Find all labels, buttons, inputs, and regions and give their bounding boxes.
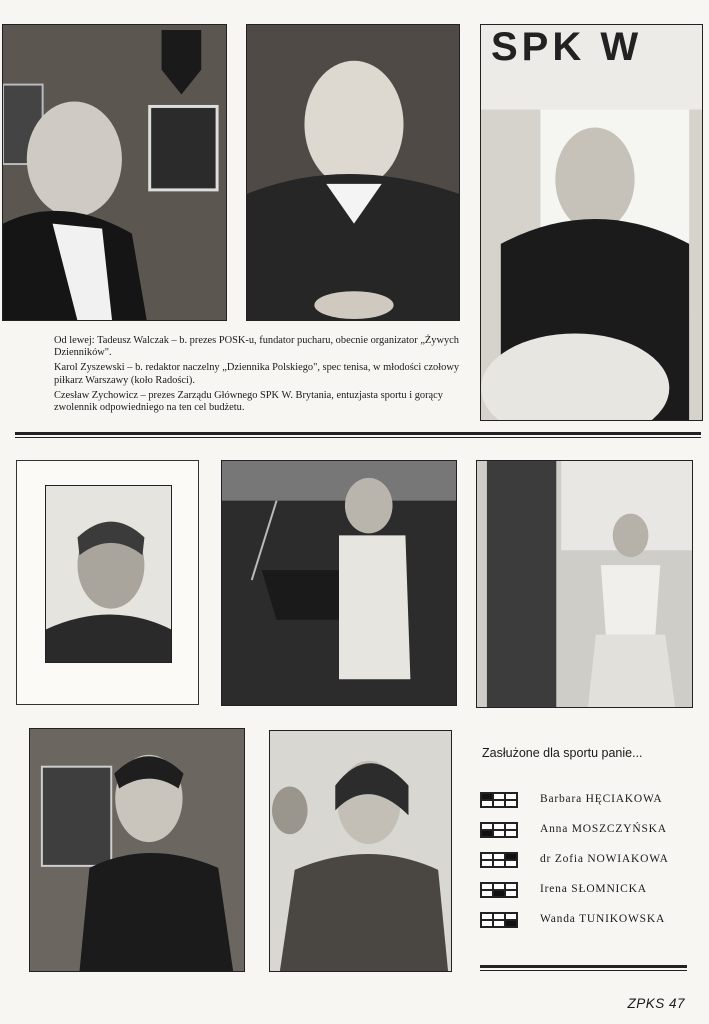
legend-name: Irena SŁOMNICKA: [540, 883, 647, 895]
legend-name: dr Zofia NOWIAKOWA: [540, 853, 669, 865]
photo-woman-portrait: [45, 485, 172, 663]
photo-woman-street: [476, 460, 693, 708]
legend-name: Anna MOSZCZYŃSKA: [540, 823, 667, 835]
page-number: ZPKS 47: [627, 996, 685, 1011]
photo-woman-patterned-blouse: [269, 730, 452, 972]
divider-rule-thin: [15, 437, 701, 438]
photo-woman-sunglasses: [29, 728, 245, 972]
caption-line-3: Czesław Zychowicz – prezes Zarządu Głównego SPK W. Brytania, entuzjasta sportu i gorący zwolennik odpowiedniego na ten cel budżetu.: [54, 389, 443, 414]
bottom-rule-thin: [480, 970, 687, 971]
photo-position-icon: [480, 882, 518, 898]
caption-line-2: Karol Zyszewski – b. redaktor naczelny „Dziennika Polskiego", spec tenisa, w młodości czołowy piłkarz Warszawy (koło Radości).: [54, 362, 460, 386]
photo-czeslaw-zychowicz: [480, 24, 703, 421]
photo-position-icon: [480, 822, 518, 838]
divider-rule-thick: [15, 432, 701, 435]
photo-position-icon: [480, 912, 518, 928]
photo-position-icon: [480, 852, 518, 868]
spk-banner-sign: SPK W: [491, 25, 643, 69]
photo-woman-at-lectern: [221, 460, 457, 706]
top-caption: [54, 335, 464, 417]
legend-name: Barbara HĘCIAKOWA: [540, 793, 663, 805]
caption-line-1: Od lewej: Tadeusz Walczak – b. prezes POSK-u, fundator pucharu, obecnie organizator „Żywych Dzienników".: [54, 335, 459, 359]
portrait-frame: [16, 460, 199, 705]
legend-name: Wanda TUNIKOWSKA: [540, 913, 666, 925]
bottom-rule-thick: [480, 965, 687, 968]
photo-karol-zyszewski: [246, 24, 460, 321]
photo-position-icon: [480, 792, 518, 808]
photo-tadeusz-walczak: [2, 24, 227, 321]
tagline: Zasłużone dla sportu panie...: [482, 746, 643, 760]
